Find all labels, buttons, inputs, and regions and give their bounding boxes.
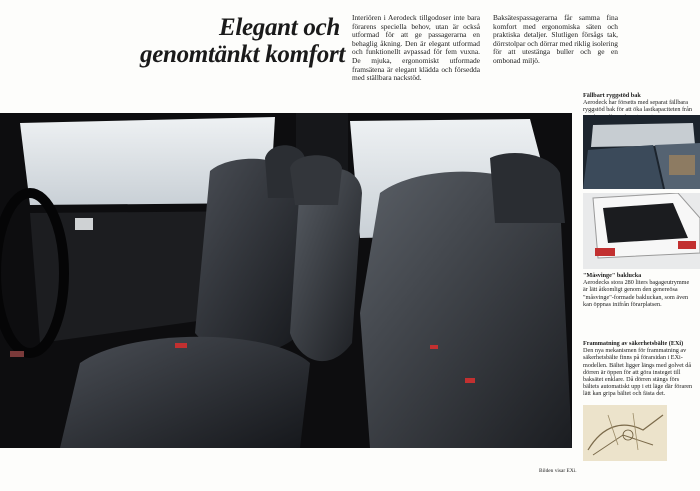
caption-heading: "Måsvinge" baklucka (583, 272, 642, 279)
interior-front-seats-photo (0, 113, 572, 448)
caption-body: Aerodecks stora 280 liters bagageutrymme är lätt åtkomligt genom den genereösa "måsvinge"-formade bakluckan, som även kan öppnas inifrån förarplatsen. (583, 279, 690, 308)
tailgate-photo (583, 193, 700, 269)
caption-seatbelt-presenter (583, 340, 695, 398)
caption-gullwing-tailgate (583, 272, 695, 308)
headline-line-1: Elegant och (218, 14, 340, 41)
body-column-1: Interiören i Aerodeck tillgodoser inte bara förarens speciella behov, utan är också utformad för att ge passagerarna en behaglig åkning. Den är elegant utformad och funktionellt avpassad för fem vuxna. De mjuka, ergonomiskt utformade framsätena är elegant klädda och försedda med ställbara nackstöd. (352, 13, 480, 83)
photo-note: Bilden visar EXi. (539, 468, 577, 474)
seatbelt-mechanism-illustration (583, 405, 667, 461)
body-column-2: Baksätespassagerarna får samma fina komfort med ergonomiska säten och praktiska detaljer. Slutligen försågs tak, dörrstolpar och dörrar med riklig isolering för att utestänga buller och ge en ombonad miljö. (493, 13, 618, 65)
page-headline (140, 14, 346, 68)
caption-heading: Frammatning av säkerhetsbälte (EXi) (583, 340, 684, 347)
folded-rear-seat-photo (583, 115, 700, 189)
caption-heading: Fällbart ryggstöd bak (583, 92, 641, 99)
caption-body: Aerodeck har försetts med separat fällbara ryggstöd bak för att öka lastkapaciteten från (583, 99, 692, 114)
caption-body: Den nya mekanismen för frammatning av säkerhetsbälte finns på förarsidan i EXi-modellen. Bältet ligger längs med golvet då dörren är öppen för att göra insteget till baksätet enklare. Då dörren stängs förs bältets automatiskt upp i ett läge där föraren lätt kan gripa bältet och fästa det. (583, 347, 693, 398)
headline-line-2: genomtänkt komfort (140, 41, 346, 68)
